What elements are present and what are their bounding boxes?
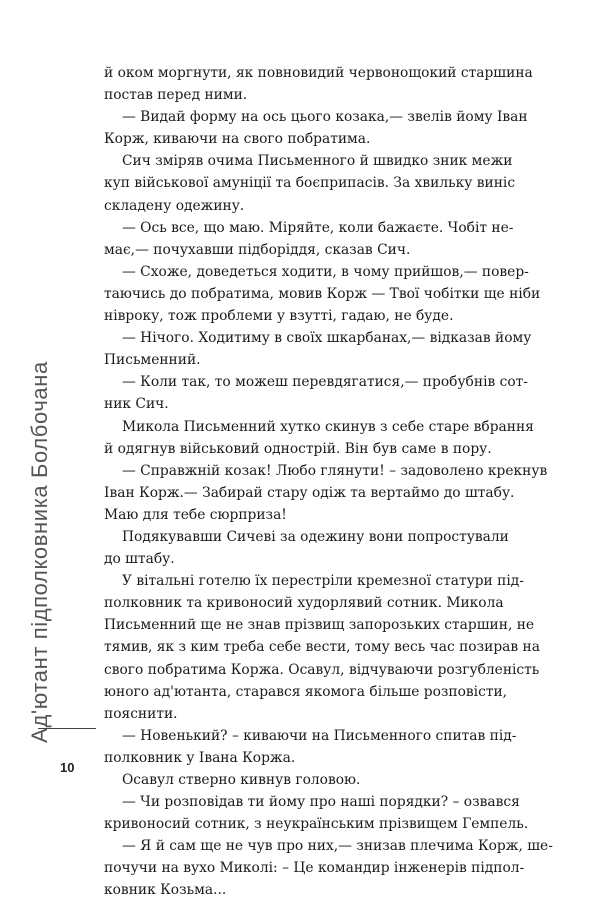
text-line: — Я й сам ще не чув про них,— знизав плечима Корж, ше- bbox=[122, 838, 553, 855]
text-line: ник Сич. bbox=[104, 396, 169, 413]
text-line: Письменний ще не знав прізвищ запорозьких старшин, не bbox=[104, 617, 535, 634]
body-text bbox=[104, 62, 553, 902]
text-line: — Коли так, то можеш перевдягатися,— пробубнів сот- bbox=[122, 374, 528, 391]
text-line: — Видай форму на ось цього козака,— звелів йому Іван bbox=[122, 109, 528, 126]
divider-rule bbox=[38, 728, 96, 729]
text-line: полковник у Івана Коржа. bbox=[104, 749, 296, 766]
text-line: Корж, киваючи на свого побратима. bbox=[104, 131, 371, 148]
text-line: складену одежину. bbox=[104, 197, 245, 214]
text-line: — Новенький? – киваючи на Письменного спитав під- bbox=[122, 727, 517, 744]
text-line: Іван Корж.— Забирай стару одіж та вертаймо до штабу. bbox=[104, 484, 515, 501]
text-line: Осавул стверно кивнув головою. bbox=[122, 772, 361, 788]
text-line: куп військової амуніції та боєприпасів. За хвильку виніс bbox=[104, 175, 516, 192]
text-line: Сич зміряв очима Письменного й швидко зник межи bbox=[122, 153, 513, 170]
text-line: й оком моргнути, як повновидий червонощокий старшина bbox=[104, 65, 533, 81]
text-line: свого побратима Коржа. Осавул, відчуваючи розгубленість bbox=[104, 661, 540, 678]
text-line: Письменний. bbox=[104, 352, 201, 369]
text-line: нівроку, тож проблеми у взутті, гадаю, не буде. bbox=[104, 308, 454, 325]
text-line: Подякувавши Сичеві за одежину вони попростували bbox=[122, 528, 509, 545]
text-line: ковник Козьма... bbox=[104, 882, 227, 899]
text-line: полковник та кривоносий худорлявий сотник. Микола bbox=[104, 595, 504, 612]
text-line: постав перед ними. bbox=[104, 87, 248, 104]
text-line: юного ад'ютанта, старався якомога більше розповісти, bbox=[104, 683, 508, 700]
text-line: тямив, як з ким треба себе вести, тому весь час позирав на bbox=[104, 639, 540, 656]
text-line: — Справжній козак! Любо глянути! – задоволено крекнув bbox=[122, 462, 548, 479]
text-line: — Чи розповідав ти йому про наші порядки? – озвався bbox=[122, 794, 520, 811]
text-line: почучи на вухо Миколі: – Це командир інженерів підпол- bbox=[104, 860, 525, 877]
page-number: 10 bbox=[60, 760, 75, 775]
text-line: й одягнув військовий однострій. Він був саме в пору. bbox=[104, 440, 492, 457]
text-line: — Ось все, що маю. Міряйте, коли бажаєте. Чобіт не- bbox=[122, 219, 514, 236]
text-line: Маю для тебе сюрприза! bbox=[104, 506, 287, 523]
text-line: пояснити. bbox=[104, 705, 178, 722]
text-line: — Схоже, доведеться ходити, в чому прийшов,— повер- bbox=[122, 263, 529, 280]
text-line: до штабу. bbox=[104, 551, 175, 568]
text-line: Микола Письменний хутко скинув з себе старе вбрання bbox=[122, 418, 534, 435]
running-title: Ад'ютант підполковника Болбочана bbox=[27, 361, 52, 743]
text-line: кривоносий сотник, з неукраїнським прізвищем Гемпель. bbox=[104, 816, 529, 833]
text-line: таючись до побратима, мовив Корж — Твої чобітки ще ніби bbox=[104, 285, 541, 302]
text-line: У вітальні готелю їх перестріли кремезної статури під- bbox=[122, 573, 524, 590]
text-line: має,— почухавши підборіддя, сказав Сич. bbox=[104, 241, 411, 258]
text-line: — Нічого. Ходитиму в своїх шкарбанах,— відказав йому bbox=[122, 330, 532, 347]
